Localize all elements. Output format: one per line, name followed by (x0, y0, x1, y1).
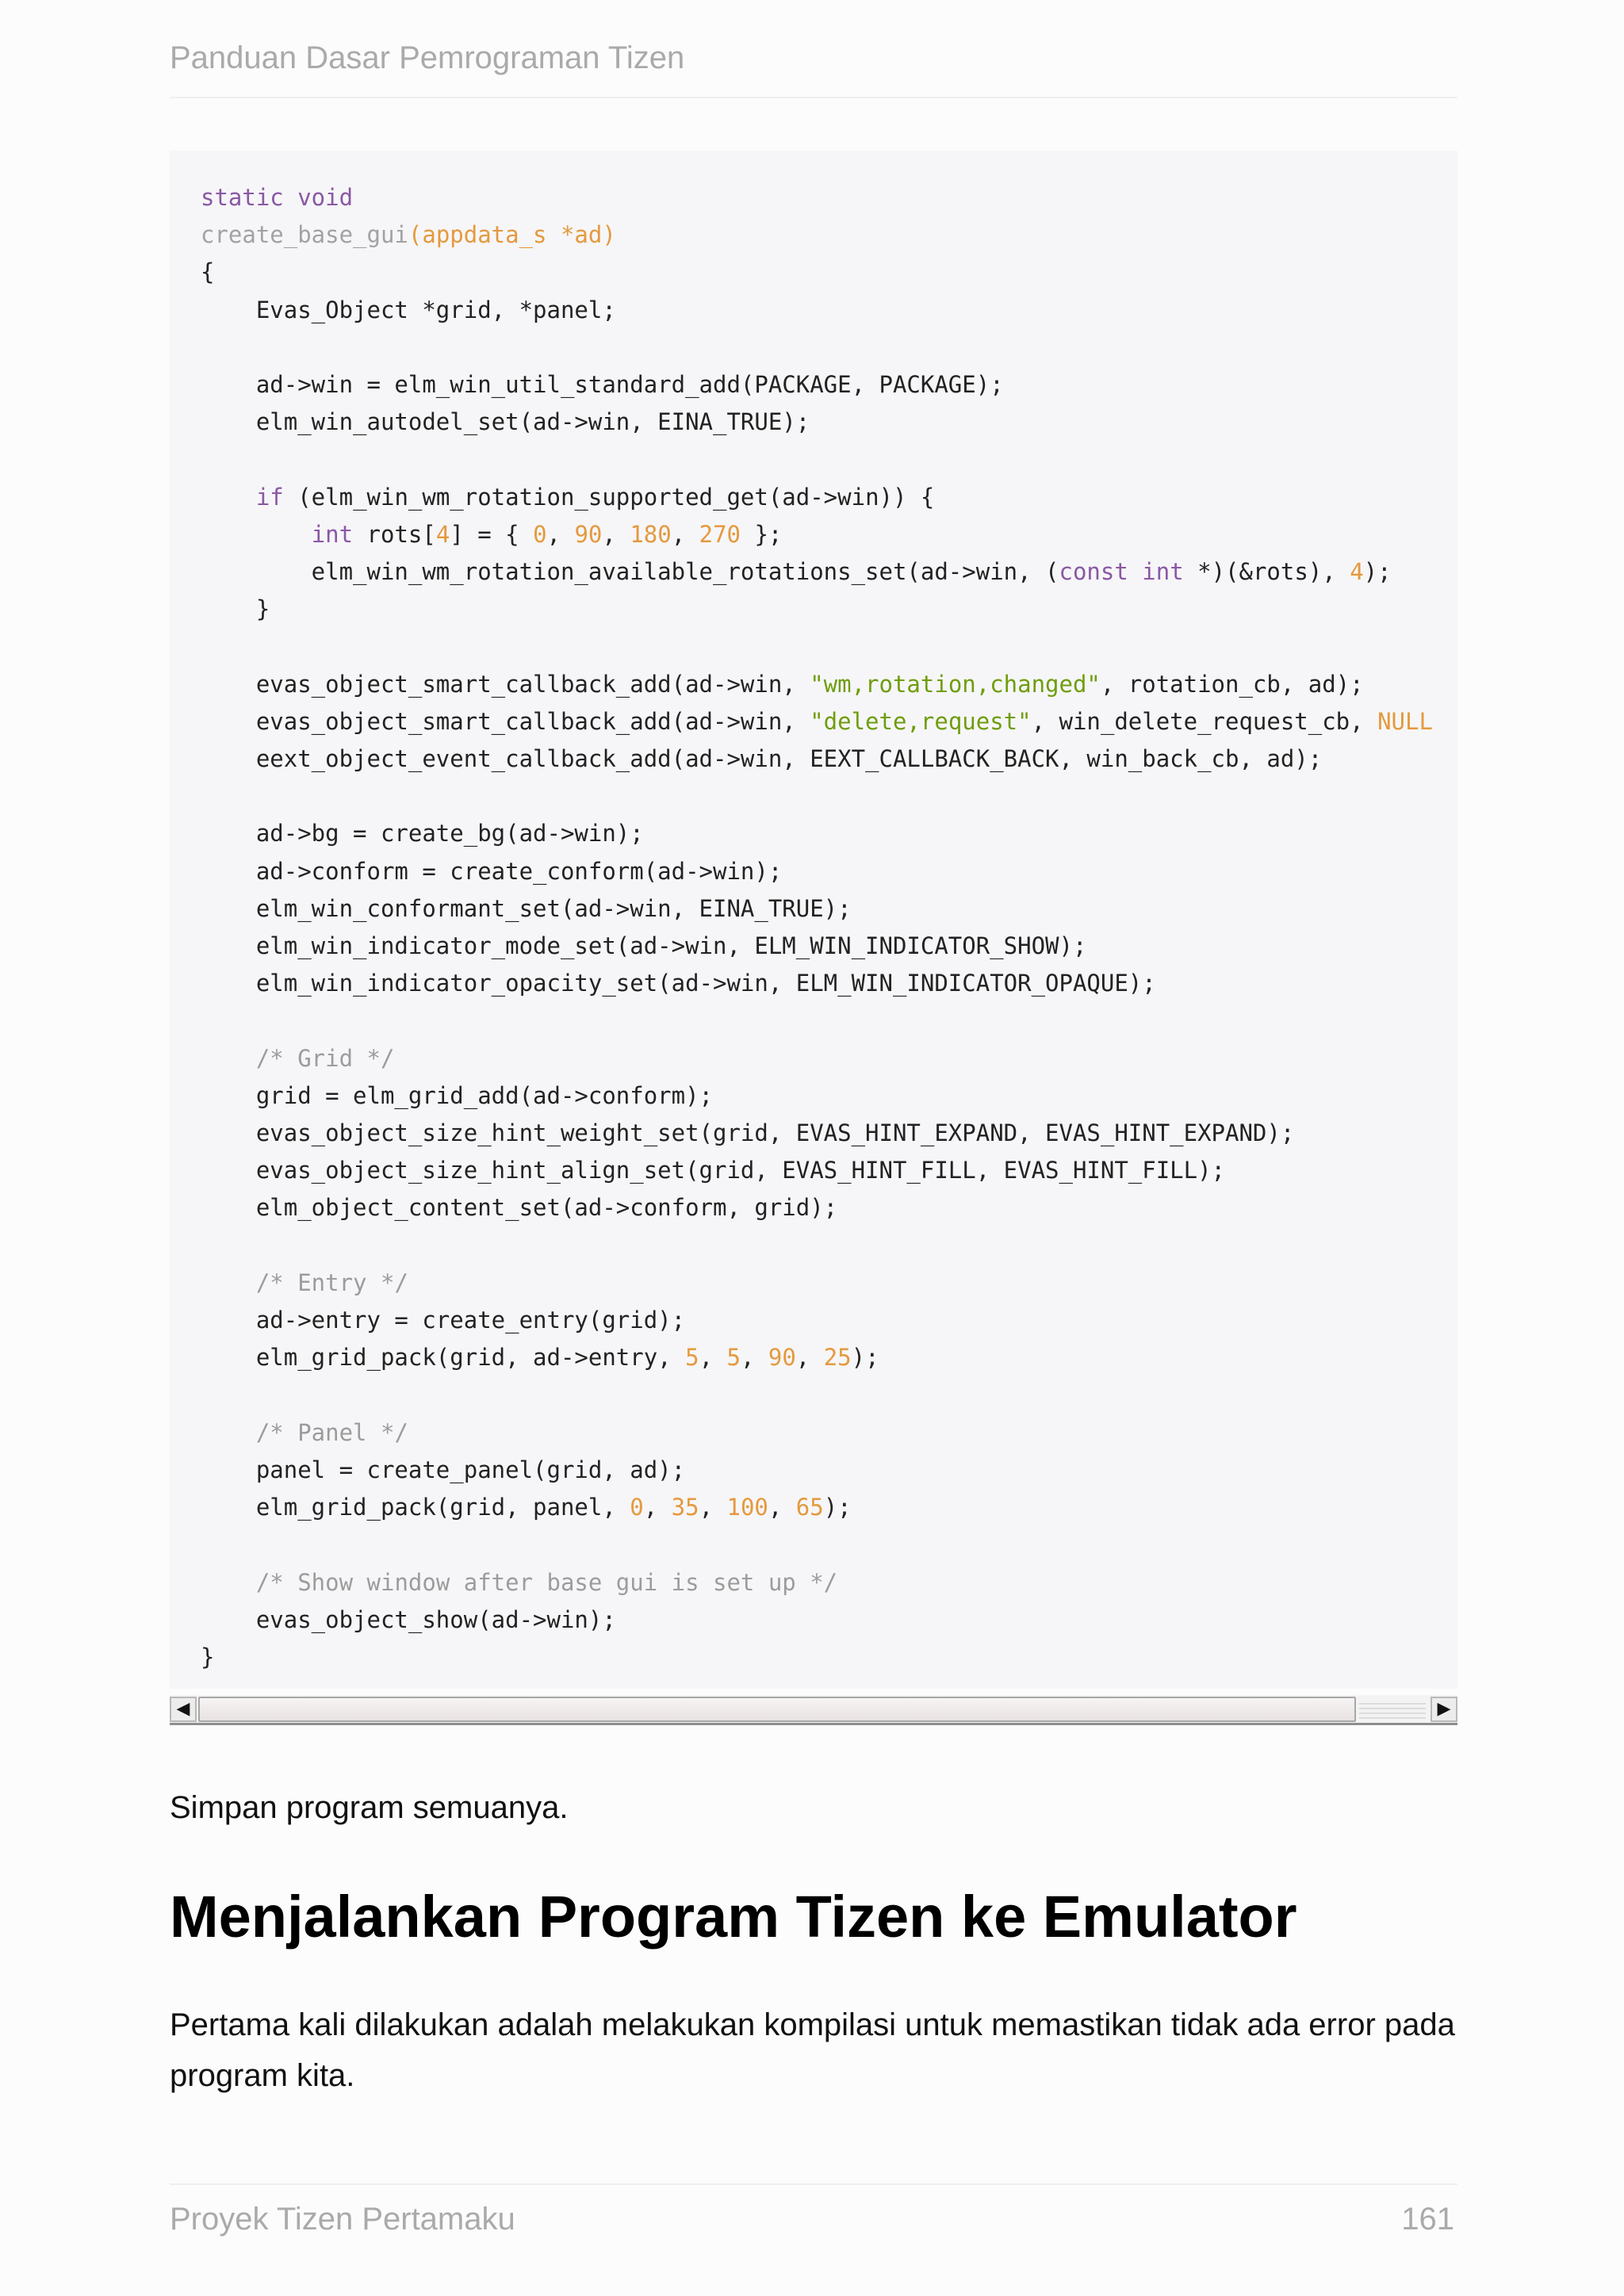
code-listing: static void create_base_gui(appdata_s *ad) { Evas_Object *grid, *panel; ad->win = elm_win_util_standard_add(PACKAGE, PACKAGE); elm_win_autodel_set(ad->win, EINA_TRUE); if (elm_win_wm_rotation_supported_get(ad->win)) { int rots[4] = { 0, 90, 180, 270 }; elm_win_wm_rotation_available_rotations_set(ad->win, (const int *)(&rots), 4); } evas_object_smart_callback_add(ad->win, "wm,rotation,changed", rotation_cb, ad); evas_object_smart_callback_add(ad->win, "delete,request", win_delete_request_cb, NULL eext_object_event_callback_add(ad->win, EEXT_CALLBACK_BACK, win_back_cb, ad); ad->bg = create_bg(ad->win); ad->conform = create_conform(ad->win); elm_win_conformant_set(ad->win, EINA_TRUE); elm_win_indicator_mode_set(ad->win, ELM_WIN_INDICATOR_SHOW); elm_win_indicator_opacity_set(ad->win, ELM_WIN_INDICATOR_OPAQUE); /* Grid */ grid = elm_grid_add(ad->conform); evas_object_size_hint_weight_set(grid, EVAS_HINT_EXPAND, EVAS_HINT_EXPAND); evas_object_size_hint_align_set(grid, EVAS_HINT_FILL, EVAS_HINT_FILL); elm_object_content_set(ad->conform, grid); /* Entry */ ad->entry = create_entry(grid); elm_grid_pack(grid, ad->entry, 5, 5, 90, 25); /* Panel */ panel = create_panel(grid, ad); elm_grid_pack(grid, panel, 0, 35, 100, 65); /* Show window after base gui is set up */ evas_object_show(ad->win); } (201, 184, 1433, 1670)
book-title: Panduan Dasar Pemrograman Tizen (170, 40, 685, 75)
page-number: 161 (1401, 2202, 1454, 2237)
section-heading: Menjalankan Program Tizen ke Emulator (170, 1884, 1297, 1950)
paragraph-compile: Pertama kali dilakukan adalah melakukan kompilasi untuk memastikan tidak ada error pada program kita. (170, 2007, 1455, 2093)
page-footer (170, 2183, 1457, 2239)
scroll-left-arrow-icon[interactable]: ◀ (170, 1697, 197, 1722)
paragraph-save: Simpan program semuanya. (170, 1790, 569, 1825)
scroll-track-grip (1359, 1700, 1426, 1719)
scroll-right-arrow-icon[interactable]: ▶ (1431, 1697, 1457, 1722)
page-header (170, 38, 1457, 98)
horizontal-scrollbar[interactable] (170, 1695, 1457, 1725)
code-block[interactable] (170, 151, 1457, 1689)
scroll-thumb[interactable] (198, 1697, 1356, 1722)
chapter-title: Proyek Tizen Pertamaku (170, 2202, 515, 2237)
